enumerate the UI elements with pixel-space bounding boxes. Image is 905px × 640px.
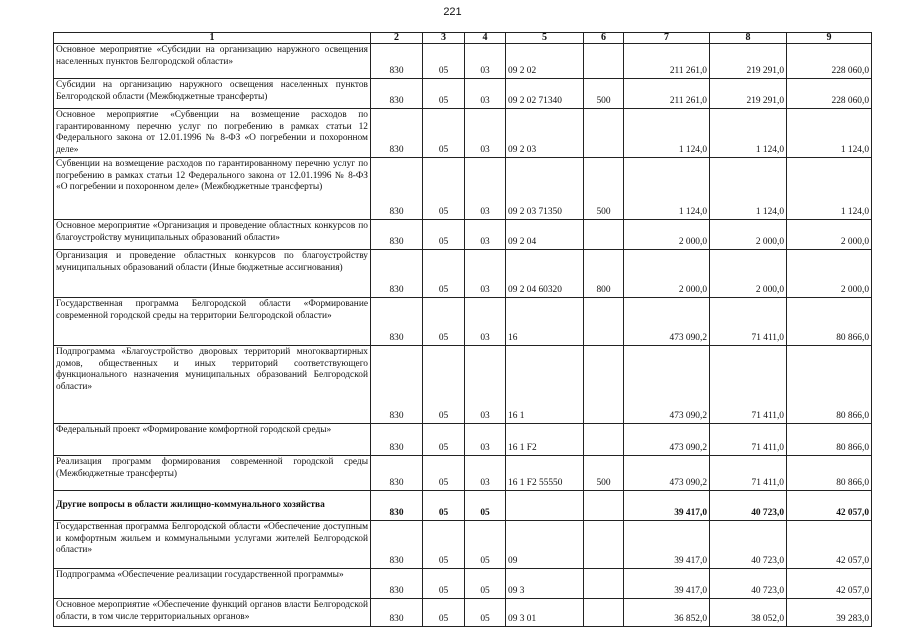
budget-table bbox=[53, 32, 872, 627]
grbs-code: 830 bbox=[371, 456, 423, 491]
subsection-code: 03 bbox=[465, 424, 506, 456]
target-article-code: 09 3 bbox=[506, 569, 584, 599]
header-cell: 4 bbox=[465, 33, 506, 44]
target-article-code: 09 2 02 bbox=[506, 44, 584, 79]
target-article-code: 16 1 F2 bbox=[506, 424, 584, 456]
amount-2023: 228 060,0 bbox=[787, 44, 872, 79]
expense-type-code bbox=[584, 298, 624, 346]
amount-2021: 473 090,2 bbox=[624, 424, 710, 456]
amount-2021: 473 090,2 bbox=[624, 298, 710, 346]
grbs-code: 830 bbox=[371, 44, 423, 79]
expense-type-code bbox=[584, 424, 624, 456]
grbs-code: 830 bbox=[371, 298, 423, 346]
amount-2022: 219 291,0 bbox=[710, 79, 787, 109]
row-name: Основное мероприятие «Обеспечение функций органов власти Белгородской области, в том числе территориальных органов» bbox=[54, 599, 371, 627]
grbs-code: 830 bbox=[371, 79, 423, 109]
table-row bbox=[54, 521, 872, 569]
expense-type-code bbox=[584, 220, 624, 250]
amount-2022: 2 000,0 bbox=[710, 250, 787, 298]
subsection-code: 03 bbox=[465, 109, 506, 158]
expense-type-code: 500 bbox=[584, 158, 624, 220]
amount-2023: 42 057,0 bbox=[787, 491, 872, 521]
row-name: Другие вопросы в области жилищно-коммунального хозяйства bbox=[54, 491, 371, 521]
amount-2022: 38 052,0 bbox=[710, 599, 787, 627]
grbs-code: 830 bbox=[371, 521, 423, 569]
subsection-code: 03 bbox=[465, 456, 506, 491]
amount-2022: 71 411,0 bbox=[710, 298, 787, 346]
section-code: 05 bbox=[423, 250, 465, 298]
target-article-code: 16 bbox=[506, 298, 584, 346]
subsection-code: 05 bbox=[465, 599, 506, 627]
amount-2022: 40 723,0 bbox=[710, 521, 787, 569]
target-article-code: 09 3 01 bbox=[506, 599, 584, 627]
table-row bbox=[54, 346, 872, 424]
table-row bbox=[54, 220, 872, 250]
expense-type-code: 500 bbox=[584, 456, 624, 491]
target-article-code: 09 2 04 bbox=[506, 220, 584, 250]
row-name: Подпрограмма «Обеспечение реализации государственной программы» bbox=[54, 569, 371, 599]
amount-2022: 40 723,0 bbox=[710, 491, 787, 521]
amount-2023: 1 124,0 bbox=[787, 158, 872, 220]
amount-2023: 2 000,0 bbox=[787, 220, 872, 250]
target-article-code: 09 2 04 60320 bbox=[506, 250, 584, 298]
amount-2022: 1 124,0 bbox=[710, 109, 787, 158]
header-cell: 7 bbox=[624, 33, 710, 44]
amount-2021: 39 417,0 bbox=[624, 569, 710, 599]
expense-type-code bbox=[584, 491, 624, 521]
amount-2023: 39 283,0 bbox=[787, 599, 872, 627]
subsection-code: 03 bbox=[465, 158, 506, 220]
section-code: 05 bbox=[423, 220, 465, 250]
row-name: Субсидии на организацию наружного освещения населенных пунктов Белгородской области (Межбюджетные трансферты) bbox=[54, 79, 371, 109]
table-row bbox=[54, 79, 872, 109]
subsection-code: 05 bbox=[465, 521, 506, 569]
row-name: Государственная программа Белгородской области «Обеспечение доступным и комфортным жильем и коммунальными услугами жителей Белгородской области» bbox=[54, 521, 371, 569]
amount-2023: 80 866,0 bbox=[787, 346, 872, 424]
section-code: 05 bbox=[423, 599, 465, 627]
amount-2023: 80 866,0 bbox=[787, 456, 872, 491]
row-name: Реализация программ формирования современной городской среды (Межбюджетные трансферты) bbox=[54, 456, 371, 491]
table-row bbox=[54, 599, 872, 627]
amount-2021: 2 000,0 bbox=[624, 220, 710, 250]
subsection-code: 03 bbox=[465, 220, 506, 250]
grbs-code: 830 bbox=[371, 346, 423, 424]
amount-2021: 211 261,0 bbox=[624, 44, 710, 79]
target-article-code bbox=[506, 491, 584, 521]
amount-2022: 40 723,0 bbox=[710, 569, 787, 599]
amount-2021: 2 000,0 bbox=[624, 250, 710, 298]
table-row bbox=[54, 250, 872, 298]
expense-type-code bbox=[584, 109, 624, 158]
row-name: Основное мероприятие «Субсидии на организацию наружного освещения населенных пунктов Белгородской области» bbox=[54, 44, 371, 79]
expense-type-code bbox=[584, 599, 624, 627]
header-cell: 3 bbox=[423, 33, 465, 44]
section-code: 05 bbox=[423, 424, 465, 456]
row-name: Организация и проведение областных конкурсов по благоустройству муниципальных образований области (Иные бюджетные ассигнования) bbox=[54, 250, 371, 298]
table-row bbox=[54, 491, 872, 521]
target-article-code: 16 1 F2 55550 bbox=[506, 456, 584, 491]
grbs-code: 830 bbox=[371, 424, 423, 456]
amount-2022: 2 000,0 bbox=[710, 220, 787, 250]
amount-2023: 80 866,0 bbox=[787, 298, 872, 346]
grbs-code: 830 bbox=[371, 599, 423, 627]
amount-2022: 71 411,0 bbox=[710, 424, 787, 456]
grbs-code: 830 bbox=[371, 220, 423, 250]
table-row bbox=[54, 298, 872, 346]
section-code: 05 bbox=[423, 521, 465, 569]
row-name: Субвенции на возмещение расходов по гарантированному перечню услуг по погребению в рамках статьи 12 Федерального закона от 12.01.1996 № 8-ФЗ «О погребении и похоронном деле» (Межбюджетные трансферты) bbox=[54, 158, 371, 220]
target-article-code: 16 1 bbox=[506, 346, 584, 424]
expense-type-code: 800 bbox=[584, 250, 624, 298]
amount-2022: 71 411,0 bbox=[710, 346, 787, 424]
row-name: Основное мероприятие «Субвенции на возмещение расходов по гарантированному перечню услуг по погребению в рамках статьи 12 Федерального закона от 12.01.1996 № 8-ФЗ «О погребении и похоронном деле» bbox=[54, 109, 371, 158]
amount-2021: 39 417,0 bbox=[624, 521, 710, 569]
section-code: 05 bbox=[423, 158, 465, 220]
amount-2022: 219 291,0 bbox=[710, 44, 787, 79]
row-name: Подпрограмма «Благоустройство дворовых территорий многоквартирных домов, общественных и иных территорий соответствующего функционального назначения муниципальных образований Белгородской области» bbox=[54, 346, 371, 424]
section-code: 05 bbox=[423, 109, 465, 158]
header-cell: 1 bbox=[54, 33, 371, 44]
section-code: 05 bbox=[423, 456, 465, 491]
grbs-code: 830 bbox=[371, 569, 423, 599]
subsection-code: 03 bbox=[465, 250, 506, 298]
amount-2023: 228 060,0 bbox=[787, 79, 872, 109]
grbs-code: 830 bbox=[371, 109, 423, 158]
expense-type-code bbox=[584, 521, 624, 569]
amount-2022: 1 124,0 bbox=[710, 158, 787, 220]
amount-2023: 42 057,0 bbox=[787, 569, 872, 599]
amount-2021: 473 090,2 bbox=[624, 346, 710, 424]
table-row bbox=[54, 424, 872, 456]
subsection-code: 03 bbox=[465, 79, 506, 109]
table-row bbox=[54, 456, 872, 491]
subsection-code: 03 bbox=[465, 298, 506, 346]
target-article-code: 09 2 03 bbox=[506, 109, 584, 158]
header-row bbox=[54, 33, 872, 44]
amount-2023: 42 057,0 bbox=[787, 521, 872, 569]
grbs-code: 830 bbox=[371, 158, 423, 220]
amount-2021: 36 852,0 bbox=[624, 599, 710, 627]
page-number: 221 bbox=[443, 6, 462, 18]
table-row bbox=[54, 158, 872, 220]
amount-2021: 39 417,0 bbox=[624, 491, 710, 521]
header-cell: 8 bbox=[710, 33, 787, 44]
expense-type-code bbox=[584, 44, 624, 79]
header-cell: 2 bbox=[371, 33, 423, 44]
grbs-code: 830 bbox=[371, 491, 423, 521]
amount-2021: 1 124,0 bbox=[624, 158, 710, 220]
section-code: 05 bbox=[423, 44, 465, 79]
row-name: Федеральный проект «Формирование комфортной городской среды» bbox=[54, 424, 371, 456]
target-article-code: 09 bbox=[506, 521, 584, 569]
table-row bbox=[54, 44, 872, 79]
row-name: Государственная программа Белгородской области «Формирование современной городской среды на территории Белгородской области» bbox=[54, 298, 371, 346]
header-cell: 6 bbox=[584, 33, 624, 44]
table-row bbox=[54, 569, 872, 599]
expense-type-code bbox=[584, 346, 624, 424]
expense-type-code: 500 bbox=[584, 79, 624, 109]
amount-2023: 2 000,0 bbox=[787, 250, 872, 298]
amount-2021: 211 261,0 bbox=[624, 79, 710, 109]
amount-2021: 473 090,2 bbox=[624, 456, 710, 491]
amount-2022: 71 411,0 bbox=[710, 456, 787, 491]
header-cell: 9 bbox=[787, 33, 872, 44]
amount-2023: 1 124,0 bbox=[787, 109, 872, 158]
section-code: 05 bbox=[423, 79, 465, 109]
grbs-code: 830 bbox=[371, 250, 423, 298]
subsection-code: 03 bbox=[465, 44, 506, 79]
subsection-code: 05 bbox=[465, 569, 506, 599]
target-article-code: 09 2 03 71350 bbox=[506, 158, 584, 220]
header-cell: 5 bbox=[506, 33, 584, 44]
expense-type-code bbox=[584, 569, 624, 599]
amount-2021: 1 124,0 bbox=[624, 109, 710, 158]
section-code: 05 bbox=[423, 298, 465, 346]
target-article-code: 09 2 02 71340 bbox=[506, 79, 584, 109]
subsection-code: 03 bbox=[465, 346, 506, 424]
section-code: 05 bbox=[423, 346, 465, 424]
row-name: Основное мероприятие «Организация и проведение областных конкурсов по благоустройству муниципальных образований области» bbox=[54, 220, 371, 250]
subsection-code: 05 bbox=[465, 491, 506, 521]
amount-2023: 80 866,0 bbox=[787, 424, 872, 456]
section-code: 05 bbox=[423, 491, 465, 521]
table-row bbox=[54, 109, 872, 158]
section-code: 05 bbox=[423, 569, 465, 599]
